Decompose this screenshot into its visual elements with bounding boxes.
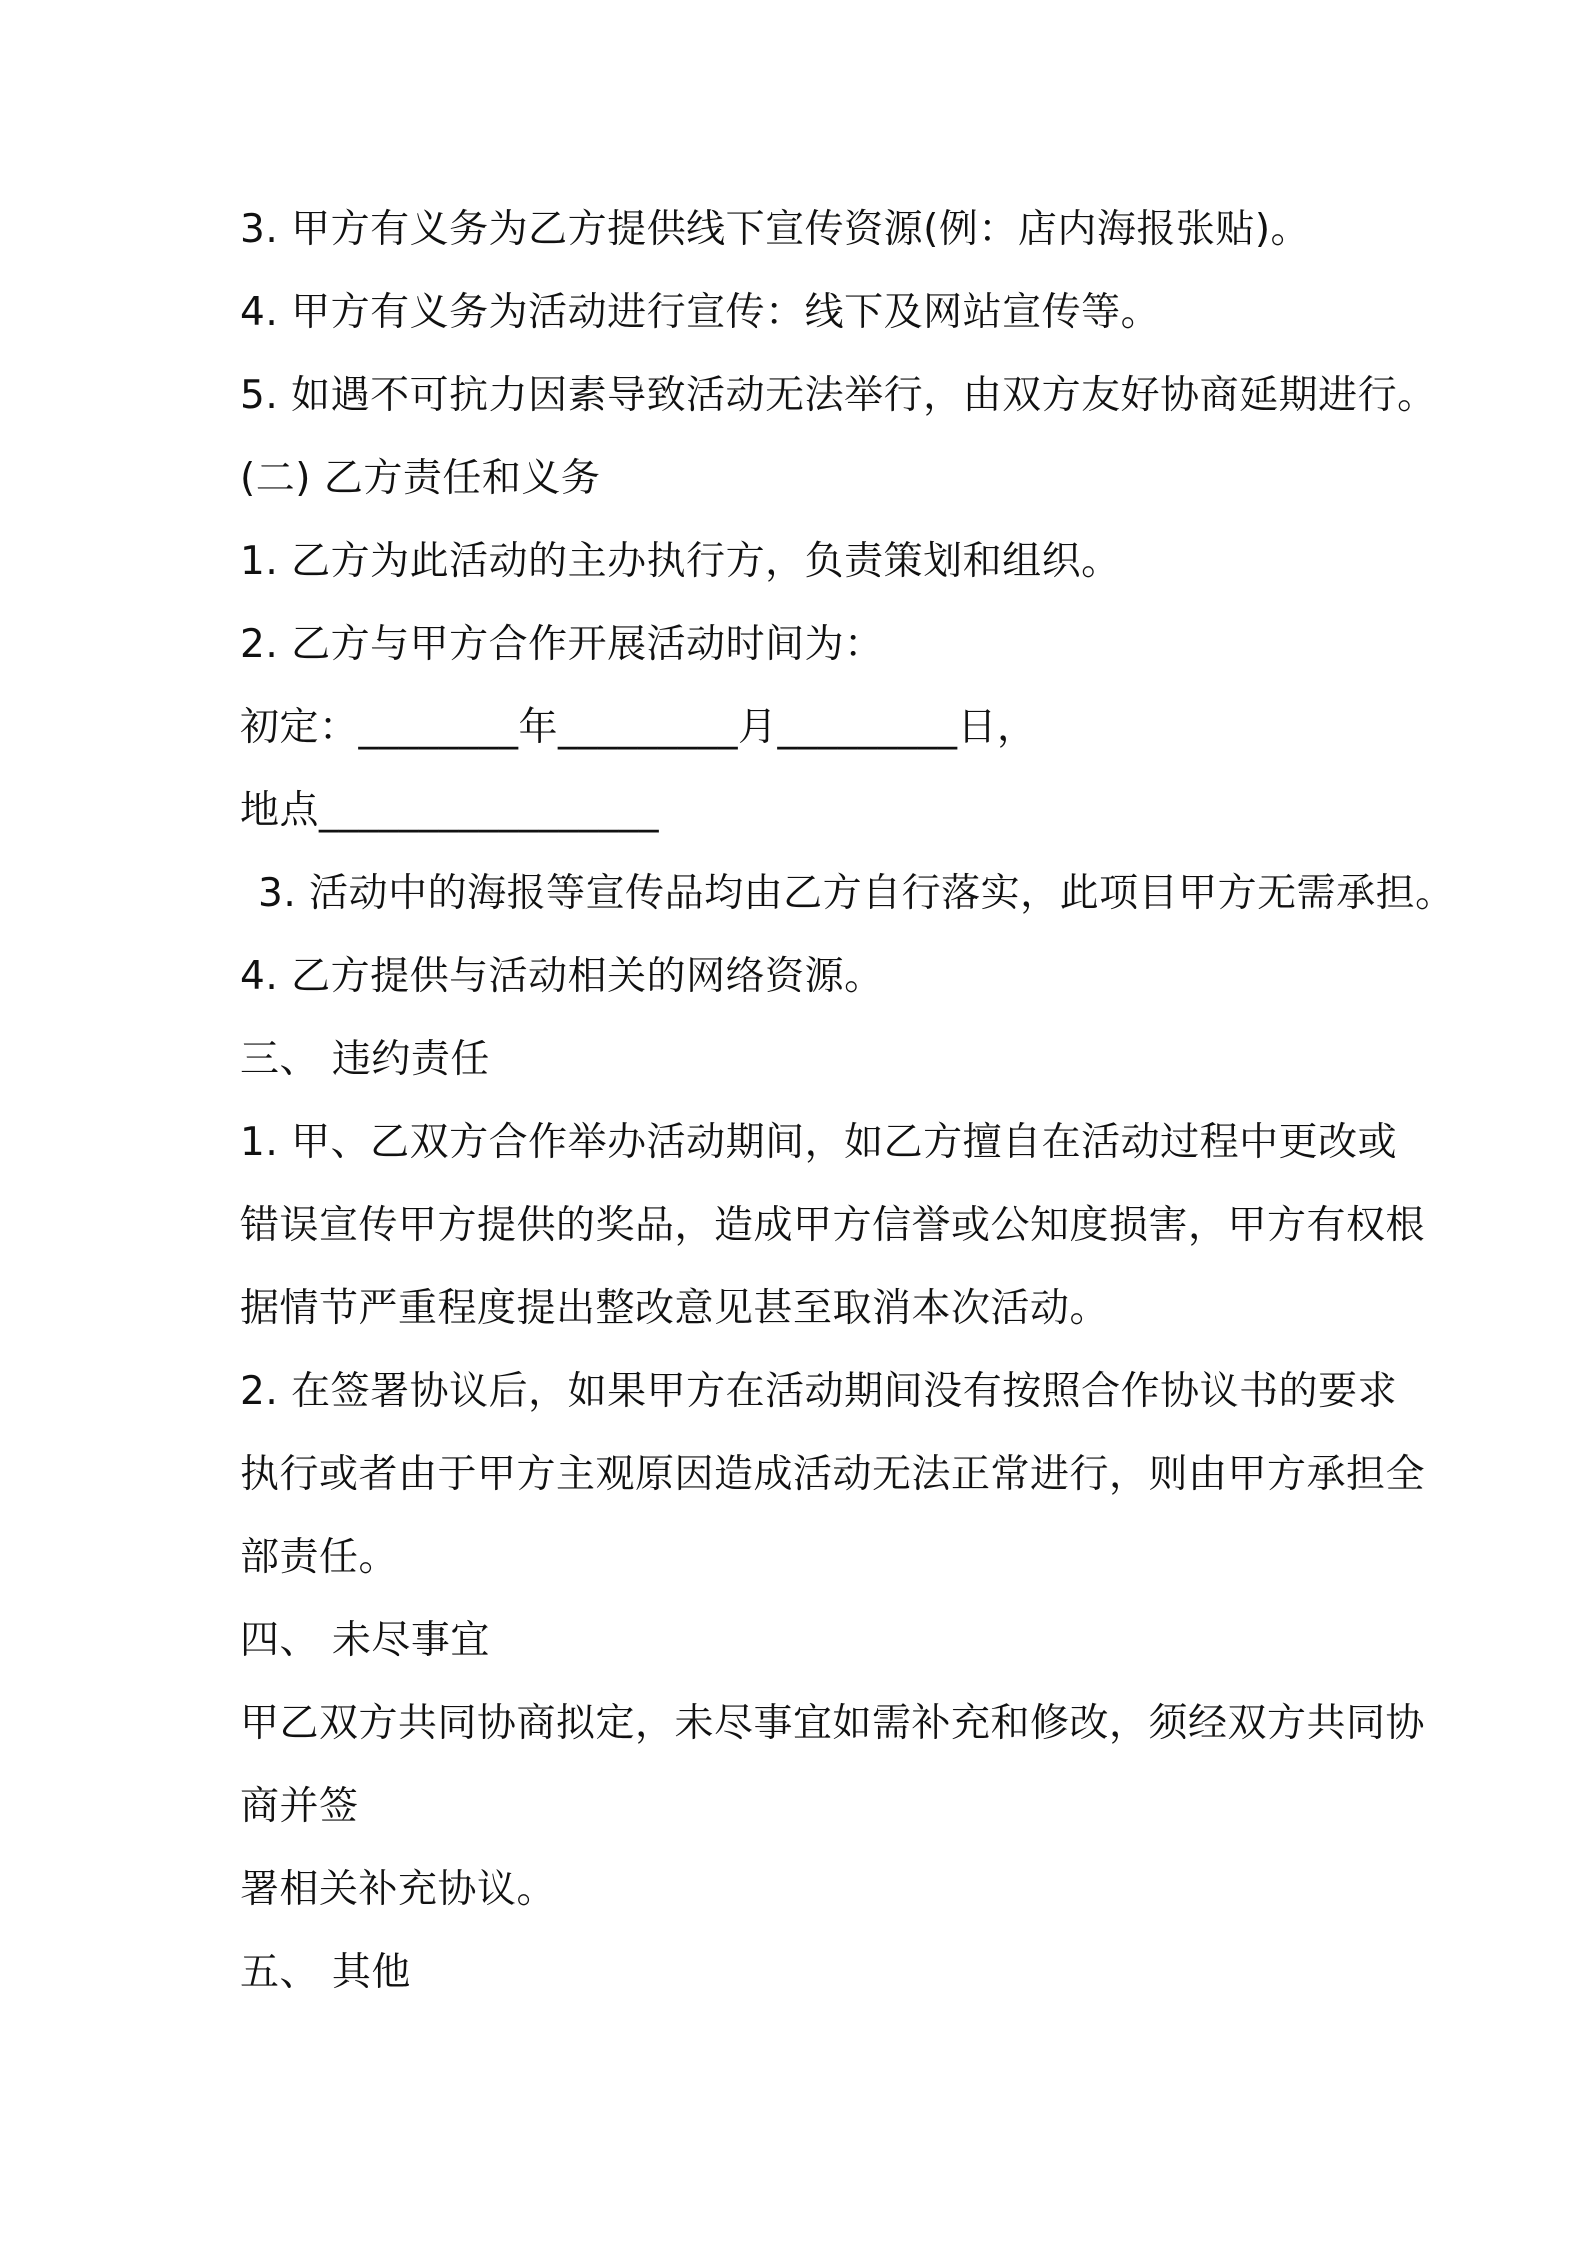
breach-clause-1-line-2: 错误宣传甲方提供的奖品，造成甲方信誉或公知度损害，甲方有权根: [240, 1203, 1426, 1248]
date-blank-line: 初定：________年_________月_________日，: [240, 705, 1037, 750]
clause-a3: 3. 甲方有义务为乙方提供线下宣传资源(例：店内海报张贴)。: [240, 207, 1311, 252]
matters-paragraph-line-3: 署相关补充协议。: [240, 1867, 557, 1912]
location-blank-line: 地点_________________: [240, 788, 660, 833]
clause-a4: 4. 甲方有义务为活动进行宣传：线下及网站宣传等。: [240, 290, 1161, 335]
breach-clause-1-line-3: 据情节严重程度提出整改意见甚至取消本次活动。: [240, 1286, 1110, 1331]
section-breach-heading: 三、 违约责任: [240, 1037, 490, 1082]
breach-clause-2-line-2: 执行或者由于甲方主观原因造成活动无法正常进行，则由甲方承担全: [240, 1452, 1426, 1497]
breach-clause-2-line-3: 部责任。: [240, 1535, 399, 1580]
breach-clause-2-line-1: 2. 在签署协议后，如果甲方在活动期间没有按照合作协议书的要求: [240, 1369, 1398, 1414]
matters-paragraph-line-2: 商并签: [240, 1784, 359, 1829]
breach-clause-1-line-1: 1. 甲、乙双方合作举办活动期间，如乙方擅自在活动过程中更改或: [240, 1120, 1398, 1165]
clause-a5: 5. 如遇不可抗力因素导致活动无法举行，由双方友好协商延期进行。: [240, 373, 1437, 418]
section-matters-heading: 四、 未尽事宜: [240, 1618, 490, 1663]
clause-b4: 4. 乙方提供与活动相关的网络资源。: [240, 954, 884, 999]
section-other-heading: 五、 其他: [240, 1950, 411, 1995]
section-party-b-heading: (二) 乙方责任和义务: [240, 456, 601, 501]
matters-paragraph-line-1: 甲乙双方共同协商拟定，未尽事宜如需补充和修改，须经双方共同协: [240, 1701, 1426, 1746]
clause-b3: 3. 活动中的海报等宣传品均由乙方自行落实，此项目甲方无需承担。: [258, 871, 1455, 916]
clause-b1: 1. 乙方为此活动的主办执行方，负责策划和组织。: [240, 539, 1121, 584]
clause-b2: 2. 乙方与甲方合作开展活动时间为：: [240, 622, 884, 667]
